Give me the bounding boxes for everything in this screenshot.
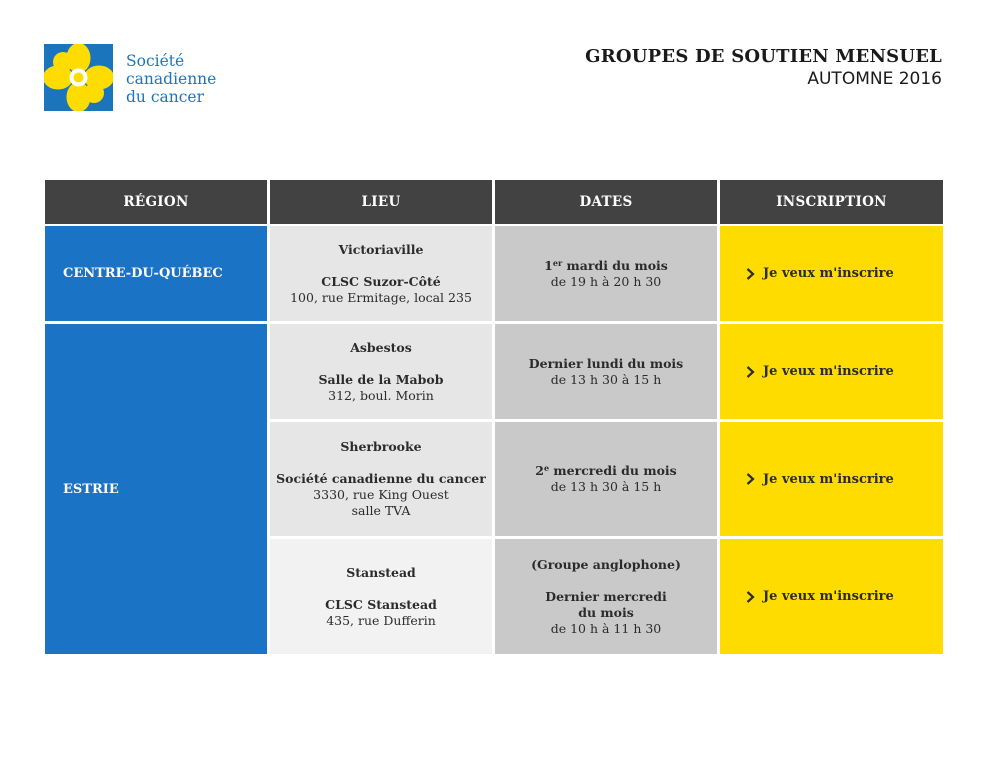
signup-label: Je veux m'inscrire	[763, 266, 894, 281]
signup-label: Je veux m'inscrire	[763, 589, 894, 604]
header-region: RÉGION	[45, 180, 267, 224]
venue-address: 435, rue Dufferin	[326, 612, 436, 628]
venue-address: 3330, rue King Ouest	[313, 487, 449, 502]
meeting-time: de 10 h à 11 h 30	[550, 620, 662, 636]
header-lieu: LIEU	[270, 180, 492, 224]
dates-cell	[495, 539, 717, 654]
dates-cell	[495, 226, 717, 321]
org-name-line-1: Société	[126, 52, 185, 70]
support-groups-table	[45, 180, 943, 654]
signup-label: Je veux m'inscrire	[763, 364, 894, 379]
meeting-day-cont: du mois	[578, 604, 634, 620]
lieu-cell	[270, 422, 492, 536]
inscription-cell	[720, 226, 943, 321]
region-label: ESTRIE	[63, 481, 119, 497]
org-name-line-2: canadienne	[126, 70, 217, 88]
org-logo	[44, 44, 244, 114]
region-cell	[45, 226, 267, 321]
city-name: Stanstead	[346, 564, 416, 580]
inscription-cell	[720, 324, 943, 419]
lieu-cell	[270, 226, 492, 321]
org-name	[126, 52, 216, 106]
venue-address: 312, boul. Morin	[328, 387, 434, 403]
venue-name: CLSC Suzor-Côté	[321, 273, 441, 289]
venue-name: Société canadienne du cancer	[276, 471, 486, 486]
city-name: Victoriaville	[338, 241, 424, 257]
daffodil-icon	[44, 44, 113, 111]
signup-link[interactable]	[746, 364, 894, 379]
venue-name: CLSC Stanstead	[325, 596, 437, 612]
chevron-right-icon	[746, 268, 755, 280]
venue-name: Salle de la Mabob	[318, 371, 444, 387]
inscription-cell	[720, 539, 943, 654]
city-name: Sherbrooke	[340, 439, 422, 454]
lieu-cell	[270, 324, 492, 419]
signup-link[interactable]	[746, 589, 894, 604]
inscription-cell	[720, 422, 943, 536]
meeting-time: de 13 h 30 à 15 h	[550, 371, 662, 387]
meeting-time: de 13 h 30 à 15 h	[550, 479, 662, 494]
page-title-block	[585, 46, 942, 89]
meeting-day: Dernier lundi du mois	[528, 355, 684, 371]
meeting-day: 1er mardi du mois	[544, 257, 668, 273]
region-label: CENTRE-DU-QUÉBEC	[63, 266, 223, 281]
lieu-cell	[270, 539, 492, 654]
dates-cell	[495, 422, 717, 536]
dates-cell	[495, 324, 717, 419]
org-name-line-3: du cancer	[126, 88, 204, 106]
chevron-right-icon	[746, 591, 755, 603]
page-subtitle: AUTOMNE 2016	[807, 69, 942, 89]
meeting-time: de 19 h à 20 h 30	[550, 273, 662, 289]
city-name: Asbestos	[350, 339, 412, 355]
region-cell	[45, 324, 267, 654]
signup-label: Je veux m'inscrire	[763, 471, 894, 487]
chevron-right-icon	[746, 473, 755, 485]
meeting-day: 2e mercredi du mois	[535, 463, 677, 478]
venue-room: salle TVA	[351, 503, 411, 518]
page-title: GROUPES DE SOUTIEN MENSUEL	[585, 46, 942, 67]
signup-link[interactable]	[746, 266, 894, 281]
meeting-day: Dernier mercredi	[545, 588, 667, 604]
header-dates: DATES	[495, 180, 717, 224]
chevron-right-icon	[746, 366, 755, 378]
signup-link[interactable]	[746, 472, 894, 487]
group-language-note: (Groupe anglophone)	[531, 556, 681, 572]
venue-address: 100, rue Ermitage, local 235	[290, 289, 472, 305]
header-inscription: INSCRIPTION	[720, 180, 943, 224]
